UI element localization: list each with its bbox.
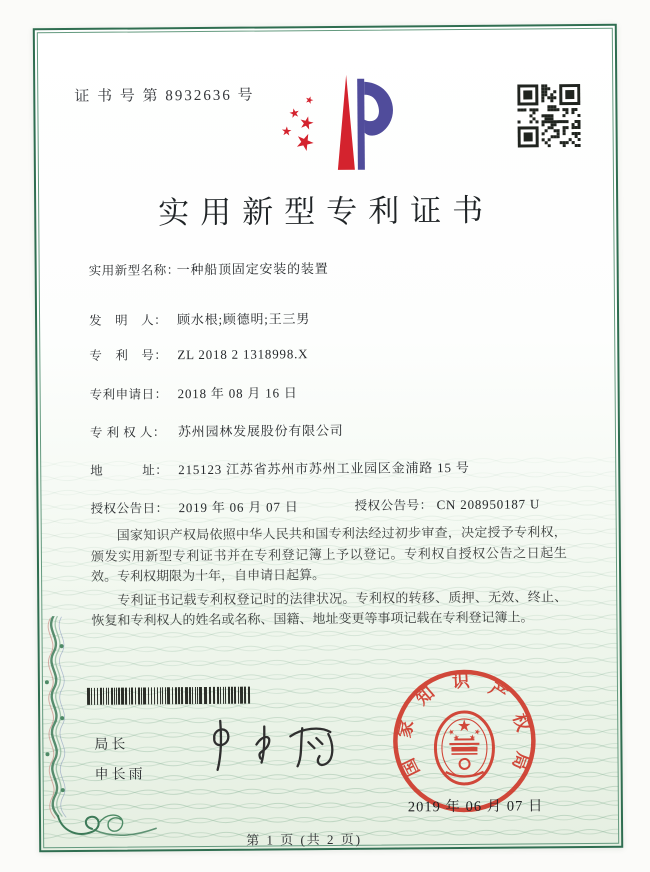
- handwritten-signature: [190, 714, 365, 777]
- field-value: 一种船顶固定安装的装置: [176, 260, 329, 278]
- paragraph: 国家知识产权局依照中华人民共和国专利法经过初步审查，决定授予专利权，颁发实用新型专利证书并在专利登记簿上予以登记。专利权自授权公告之日起生效。专利权期限为十年，自申请日起算。: [90, 524, 567, 584]
- field-value: ZL 2018 2 1318998.X: [177, 346, 309, 363]
- certificate-page: [33, 24, 623, 853]
- paragraph: 专利证书记载专利权登记时的法律状况。专利权的转移、质押、无效、终止、恢复和专利权人的姓名或名称、国籍、地址变更等事项记载在专利登记簿上。: [91, 588, 568, 628]
- logo-stars: [281, 95, 316, 152]
- cnipa-logo-icon: [277, 71, 402, 176]
- logo-p-stem: [357, 79, 365, 170]
- field-value: 215123 江苏省苏州市苏州工业园区金浦路 15 号: [178, 459, 470, 478]
- field-label: 授权公告号：: [354, 498, 433, 513]
- grant-publication-number: [354, 494, 540, 513]
- national-emblem-icon: [435, 712, 494, 784]
- field-label: 实用新型名称：: [88, 263, 180, 278]
- field-label: 专 利 权 人：: [89, 425, 166, 440]
- field-value: 顾水根;顾德明;王三男: [177, 311, 311, 328]
- field-label: 地 址：: [90, 463, 169, 478]
- field-row-name: [89, 256, 579, 279]
- floral-ornament-border: [40, 615, 174, 848]
- page-number: 第 1 页 (共 2 页): [246, 831, 363, 848]
- certificate-number: 证 书 号 第 8932636 号: [74, 87, 255, 105]
- field-value: 2018 年 08 月 16 日: [177, 385, 298, 402]
- field-label: 授权公告日：: [90, 501, 169, 516]
- field-label: 专利申请日：: [89, 387, 168, 402]
- qr-code-icon: [517, 84, 580, 147]
- field-value: 苏州园林发展股份有限公司: [177, 422, 344, 440]
- field-row-address: [90, 456, 580, 479]
- field-row-patent-no: [89, 342, 579, 364]
- field-row-grant-date: [90, 494, 580, 517]
- field-label: 发 明 人：: [89, 313, 168, 328]
- logo-p-bowl: [364, 81, 393, 135]
- field-value: CN 208950187 U: [436, 496, 541, 513]
- field-label: 专 利 号：: [89, 348, 168, 363]
- certificate-title: 实用新型专利证书: [158, 192, 495, 231]
- signer-name: 申长雨: [94, 767, 146, 783]
- seal-arc-text: 国家知识产权局: [394, 670, 534, 780]
- field-value: 2019 年 06 月 07 日: [178, 499, 299, 516]
- signer-title: 局长: [94, 737, 129, 753]
- logo-flag-triangle: [337, 75, 355, 170]
- issue-date: 2019 年 06 月 07 日: [407, 798, 544, 816]
- field-row-filing-date: [90, 380, 580, 403]
- field-row-patentee: [90, 418, 580, 441]
- field-row-inventor: [89, 306, 579, 329]
